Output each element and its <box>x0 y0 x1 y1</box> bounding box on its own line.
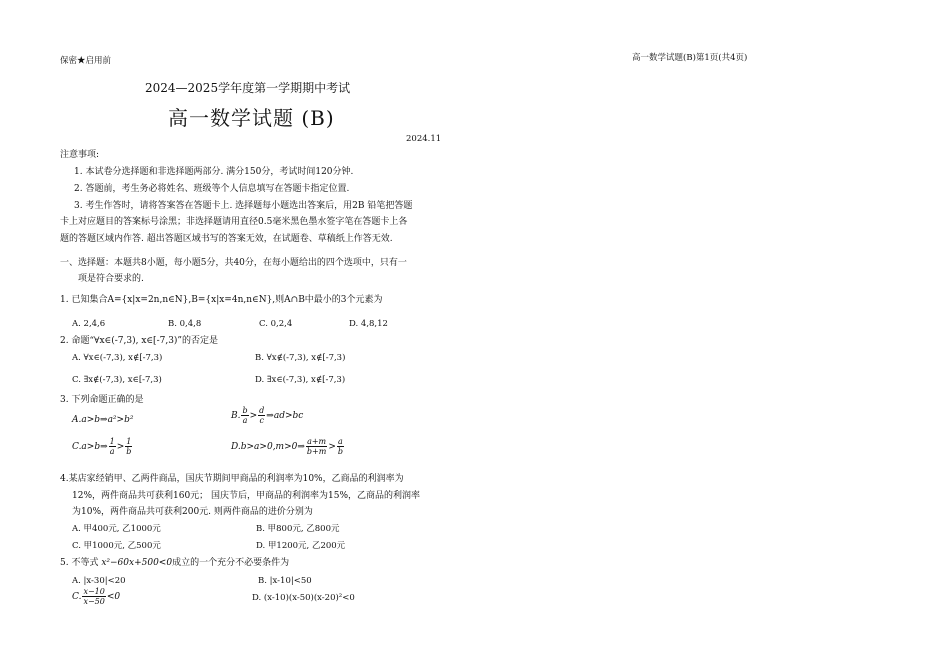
q2-option-c: C. ∃x∉(-7,3), x∈[-7,3) <box>72 375 162 385</box>
q4-option-c: C. 甲1000元, 乙500元 <box>72 541 161 551</box>
q4-stem-line3: 为10%，两件商品共可获利200元. 则两件商品的进价分别为 <box>72 507 313 517</box>
q3-c-prefix: C.a>b⇒ <box>72 442 108 452</box>
q1-option-b: B. 0,4,8 <box>168 319 202 329</box>
q3-d-prefix: D.b>a>0,m>0⇒ <box>231 442 305 452</box>
numerator: d <box>259 406 265 415</box>
numerator: a+m <box>307 437 327 446</box>
q2-option-a: A. ∀x∈(-7,3), x∉[-7,3) <box>72 353 163 363</box>
q2-stem: 2. 命题“∀x∈(-7,3), x∈[-7,3)”的否定是 <box>60 336 219 346</box>
q3-option-d <box>231 437 345 456</box>
q3-b-suffix: ⇒ad>bc <box>266 411 304 421</box>
section1-line2: 项是符合要求的. <box>78 274 144 284</box>
q5-stem-prefix: 5. 不等式 <box>60 558 99 568</box>
q3-d-fraction-2 <box>337 437 344 456</box>
denominator: b <box>126 447 132 456</box>
denominator: c <box>259 416 264 425</box>
section1-line1: 一、选择题：本题共8小题，每小题5分，共40分，在每小题给出的四个选项中，只有一 <box>60 258 407 268</box>
q2-option-b: B. ∀x∉(-7,3), x∉[-7,3) <box>255 353 346 363</box>
q1-option-d: D. 4,8,12 <box>349 319 388 329</box>
notice-heading: 注意事项: <box>60 150 100 160</box>
numerator: 1 <box>126 437 132 446</box>
q5-option-a: A. |x-30|<20 <box>72 576 126 586</box>
q4-option-d: D. 甲1200元, 乙200元 <box>256 541 346 551</box>
page-info: 高一数学试题(B)第1页(共4页) <box>632 53 748 63</box>
denominator: b+m <box>306 447 327 456</box>
q1-option-a: A. 2,4,6 <box>72 319 106 329</box>
q3-stem: 3. 下列命题正确的是 <box>60 395 144 405</box>
q4-stem-line1: 4.某店家经销甲、乙两件商品，国庆节期间甲商品的利润率为10%，乙商品的利润率为 <box>60 474 404 484</box>
notice-item-2: 2. 答题前，考生务必将姓名、班级等个人信息填写在答题卡指定位置. <box>74 184 350 194</box>
exam-date: 2024.11 <box>406 134 442 144</box>
q3-b-gt: > <box>249 411 258 421</box>
q3-option-c <box>72 437 133 456</box>
q4-option-b: B. 甲800元, 乙800元 <box>256 524 340 534</box>
q5-c-fraction <box>82 587 105 606</box>
notice-item-1: 1. 本试卷分选择题和非选择题两部分. 满分150分，考试时间120分钟. <box>74 167 354 177</box>
denominator: a <box>242 416 248 425</box>
secret-label: 保密★启用前 <box>60 56 112 66</box>
exam-name: 2024—2025学年度第一学期期中考试 <box>145 81 351 95</box>
q5-stem-inequality: x²−60x+500<0 <box>101 558 173 568</box>
q3-option-a: A.a>b⇒a²>b² <box>72 415 134 425</box>
q4-stem-line2: 12%，两件商品共可获利160元； 国庆节后，甲商品的利润率为15%，乙商品的利润率 <box>72 491 421 501</box>
q3-d-fraction-1 <box>306 437 327 456</box>
q5-option-b: B. |x-10|<50 <box>258 576 312 586</box>
q5-c-suffix: <0 <box>106 592 121 602</box>
denominator: x−50 <box>83 597 105 606</box>
notice-item-3-line1: 3. 考生作答时，请将答案答在答题卡上. 选择题每小题选出答案后，用2B 铅笔把答题 <box>74 201 413 211</box>
q3-d-gt: > <box>328 442 336 452</box>
q5-stem <box>60 557 289 569</box>
q2-option-d: D. ∃x∈(-7,3), x∉[-7,3) <box>255 375 346 385</box>
denominator: a <box>109 447 115 456</box>
q3-c-gt: > <box>116 442 125 452</box>
q3-b-fraction-1 <box>241 406 248 425</box>
numerator: a <box>338 437 343 446</box>
numerator: x−10 <box>83 587 105 596</box>
denominator: b <box>337 447 343 456</box>
q5-option-d: D. (x-10)(x-50)(x-20)²<0 <box>252 593 355 603</box>
q3-c-fraction-1 <box>109 437 116 456</box>
numerator: 1 <box>109 437 115 446</box>
q4-option-a: A. 甲400元, 乙1000元 <box>72 524 161 534</box>
q1-option-c: C. 0,2,4 <box>259 319 293 329</box>
q3-option-b <box>231 406 303 425</box>
q3-b-fraction-2 <box>258 406 265 425</box>
numerator: b <box>242 406 248 415</box>
q3-b-prefix: B. <box>231 411 241 421</box>
q5-c-prefix: C. <box>72 592 82 602</box>
q1-stem: 1. 已知集合A={x|x=2n,n∈N},B={x|x=4n,n∈N},则A∩B中最小的3个元素为 <box>60 295 383 305</box>
notice-item-3-line2: 卡上对应题目的答案标号涂黑；非选择题请用直径0.5毫米黑色墨水签字笔在答题卡上各 <box>60 217 408 227</box>
notice-item-3-line3: 题的答题区域内作答. 超出答题区域书写的答案无效，在试题卷、草稿纸上作答无效. <box>60 234 393 244</box>
q5-option-c <box>72 587 120 606</box>
page-title: 高一数学试题 (B) <box>168 106 335 130</box>
q3-c-fraction-2 <box>125 437 132 456</box>
q5-stem-suffix: 成立的一个充分不必要条件为 <box>172 558 290 568</box>
